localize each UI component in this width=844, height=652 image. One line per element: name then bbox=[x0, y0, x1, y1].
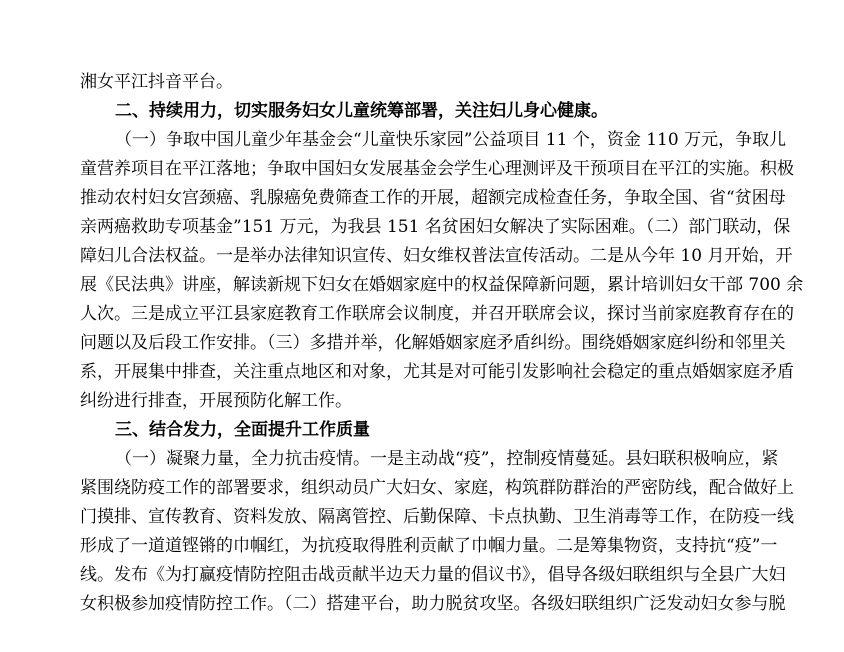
paragraph-text: 人次。三是成立平江县家庭教育工作联席会议制度，并召开联席会议，探讨当前家庭教育存在的 bbox=[80, 304, 794, 324]
text-line bbox=[0, 241, 844, 271]
text-line bbox=[0, 444, 844, 474]
text-line bbox=[0, 67, 844, 97]
paragraph-text: 女积极参加疫情防控工作。（二）搭建平台，助力脱贫攻坚。各级妇联组织广泛发动妇女参与脱 bbox=[80, 594, 786, 614]
section-heading bbox=[0, 415, 844, 445]
paragraph-text: 系，开展集中排查，关注重点地区和对象，尤其是对可能引发影响社会稳定的重点婚姻家庭矛盾 bbox=[80, 362, 794, 382]
paragraph-text: 问题以及后段工作安排。（三）多措并举，化解婚姻家庭矛盾纠纷。围绕婚姻家庭纠纷和邻里关 bbox=[80, 333, 786, 353]
paragraph-text: 童营养项目在平江落地；争取中国妇女发展基金会学生心理测评及干预项目在平江的实施。积极 bbox=[80, 159, 794, 179]
text-line bbox=[0, 589, 844, 619]
paragraph-text: 门摸排、宣传教育、资料发放、隔离管控、后勤保障、卡点执勤、卫生消毒等工作，在防疫一线 bbox=[80, 507, 794, 527]
text-line bbox=[0, 357, 844, 387]
paragraph-text: 形成了一道道铿锵的巾帼红，为抗疫取得胜利贡献了巾帼力量。二是筹集物资，支持抗“疫”一 bbox=[80, 536, 778, 556]
paragraph-continuation: 湘女平江抖音平台。 bbox=[80, 72, 233, 92]
text-line bbox=[0, 473, 844, 503]
paragraph-text: 线。发布《为打赢疫情防控阻击战贡献半边天力量的倡议书》，倡导各级妇联组织与全县广大妇 bbox=[80, 565, 786, 585]
paragraph-text: （一）凝聚力量，全力抗击疫情。一是主动战“疫”，控制疫情蔓延。县妇联积极响应，紧 bbox=[115, 449, 779, 469]
paragraph-text: 亲两癌救助专项基金”151 万元，为我县 151 名贫困妇女解决了实际困难。（二）部门联动，保 bbox=[80, 217, 791, 237]
text-line bbox=[0, 212, 844, 242]
text-line bbox=[0, 502, 844, 532]
text-line bbox=[0, 386, 844, 416]
paragraph-text: 障妇儿合法权益。一是举办法律知识宣传、妇女维权普法宣传活动。二是从今年 10 月开始，开 bbox=[80, 246, 793, 266]
text-line bbox=[0, 560, 844, 590]
section-heading bbox=[0, 96, 844, 126]
paragraph-text: 推动农村妇女宫颈癌、乳腺癌免费筛查工作的开展，超额完成检查任务，争取全国、省“贫困母 bbox=[80, 188, 786, 208]
paragraph-text: 紧围绕防疫工作的部署要求，组织动员广大妇女、家庭，构筑群防群治的严密防线，配合做好上 bbox=[80, 478, 794, 498]
heading-text: 三、结合发力，全面提升工作质量 bbox=[115, 420, 370, 440]
text-line bbox=[0, 328, 844, 358]
paragraph-text: 展《民法典》讲座，解读新规下妇女在婚姻家庭中的权益保障新问题，累计培训妇女干部 700 余 bbox=[80, 275, 804, 295]
text-line bbox=[0, 125, 844, 155]
paragraph-text: （一）争取中国儿童少年基金会“儿童快乐家园”公益项目 11 个，资金 110 万元，争取儿 bbox=[115, 130, 787, 150]
heading-text: 二、持续用力，切实服务妇女儿童统筹部署，关注妇儿身心健康。 bbox=[115, 101, 608, 121]
text-line bbox=[0, 270, 844, 300]
text-line bbox=[0, 154, 844, 184]
text-line bbox=[0, 299, 844, 329]
paragraph-text: 纠纷进行排查，开展预防化解工作。 bbox=[80, 391, 352, 411]
text-line bbox=[0, 183, 844, 213]
text-line bbox=[0, 531, 844, 561]
